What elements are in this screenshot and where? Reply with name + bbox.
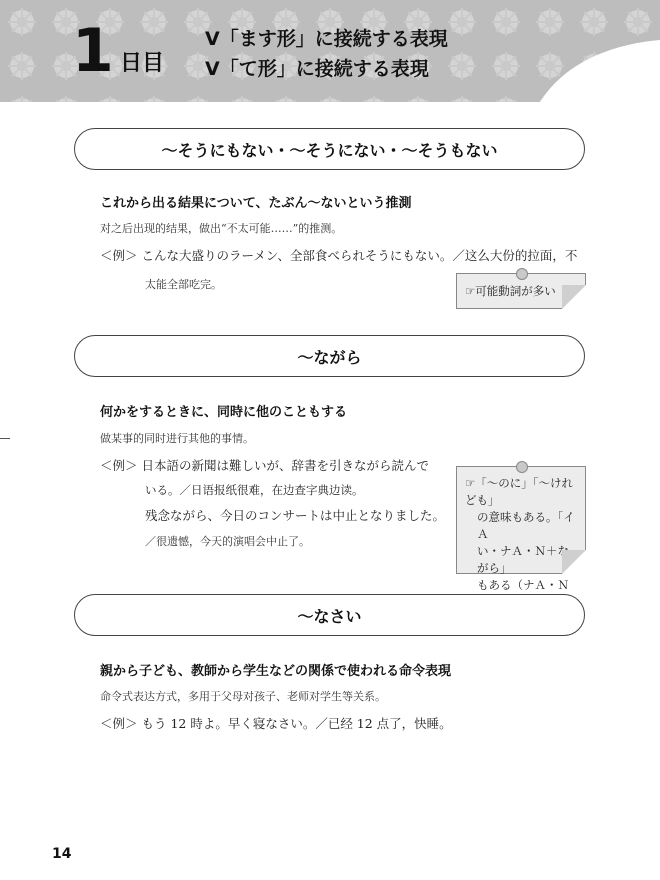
section2-note-line2: の意味もある。「イＡ xyxy=(477,510,575,541)
page-number: 14 xyxy=(52,846,72,862)
section1-chinese: 对之后出现的结果，做出“不太可能……”的推测。 xyxy=(100,222,343,235)
chapter-title-line1: V「ます形」に接続する表現 xyxy=(205,28,448,50)
page-fold-icon xyxy=(562,285,586,309)
section1-note-text: ☞可能動詞が多い xyxy=(465,284,556,298)
section1-example-line2: 太能全部吃完。 xyxy=(145,278,222,291)
section2-note-line1: ☞「～のに」「～けれども」 xyxy=(465,476,574,507)
section3-chinese: 命令式表达方式，多用于父母对孩子、老师对学生等关系。 xyxy=(100,690,386,703)
page-fold-icon xyxy=(562,550,586,574)
section2-example-line4: ／很遗憾，今天的演唱会中止了。 xyxy=(145,535,310,548)
section2-note xyxy=(456,466,586,592)
section-title-souninimonai: ～そうにもない・～そうにない・～そうもない xyxy=(74,128,585,170)
day-label: 日目 xyxy=(120,51,165,76)
section2-example-line1: ＜例＞ 日本語の新聞は難しいが、辞書を引きながら読んで xyxy=(100,458,429,473)
section1-example-line1: ＜例＞ こんな大盛りのラーメン、全部食べられそうにもない。／这么大份的拉面，不 xyxy=(100,248,578,263)
section-title-nagara: ～ながら xyxy=(74,335,585,377)
pin-icon xyxy=(516,268,528,280)
section2-example-line2: いる。／日语报纸很难，在边查字典边读。 xyxy=(145,483,364,497)
section2-example-line3: 残念ながら、今日のコンサートは中止となりました。 xyxy=(145,508,446,523)
section1-heading: これから出る結果について、たぶん～ないという推測 xyxy=(100,196,412,211)
section1-note xyxy=(456,273,586,309)
page-header xyxy=(0,0,660,102)
margin-tick xyxy=(0,438,10,439)
section2-note-line3: い・ナＡ・Ｎ＋ながら」 xyxy=(477,544,569,575)
section2-heading: 何かをするときに、同時に他のこともする xyxy=(100,405,348,420)
chapter-title-line2: V「て形」に接続する表現 xyxy=(205,58,429,80)
pin-icon xyxy=(516,461,528,473)
section3-example-line1: ＜例＞ もう 12 時よ。早く寝なさい。／已经 12 点了，快睡。 xyxy=(100,716,452,731)
section3-heading: 親から子ども、教師から学生などの関係で使われる命令表現 xyxy=(100,664,452,679)
day-number: 1 xyxy=(72,16,114,86)
section-title-nasai: ～なさい xyxy=(74,594,585,636)
section2-note-line4: もある（ナＡ・Ｎ xyxy=(477,578,569,592)
section2-chinese: 做某事的同时进行其他的事情。 xyxy=(100,432,254,445)
